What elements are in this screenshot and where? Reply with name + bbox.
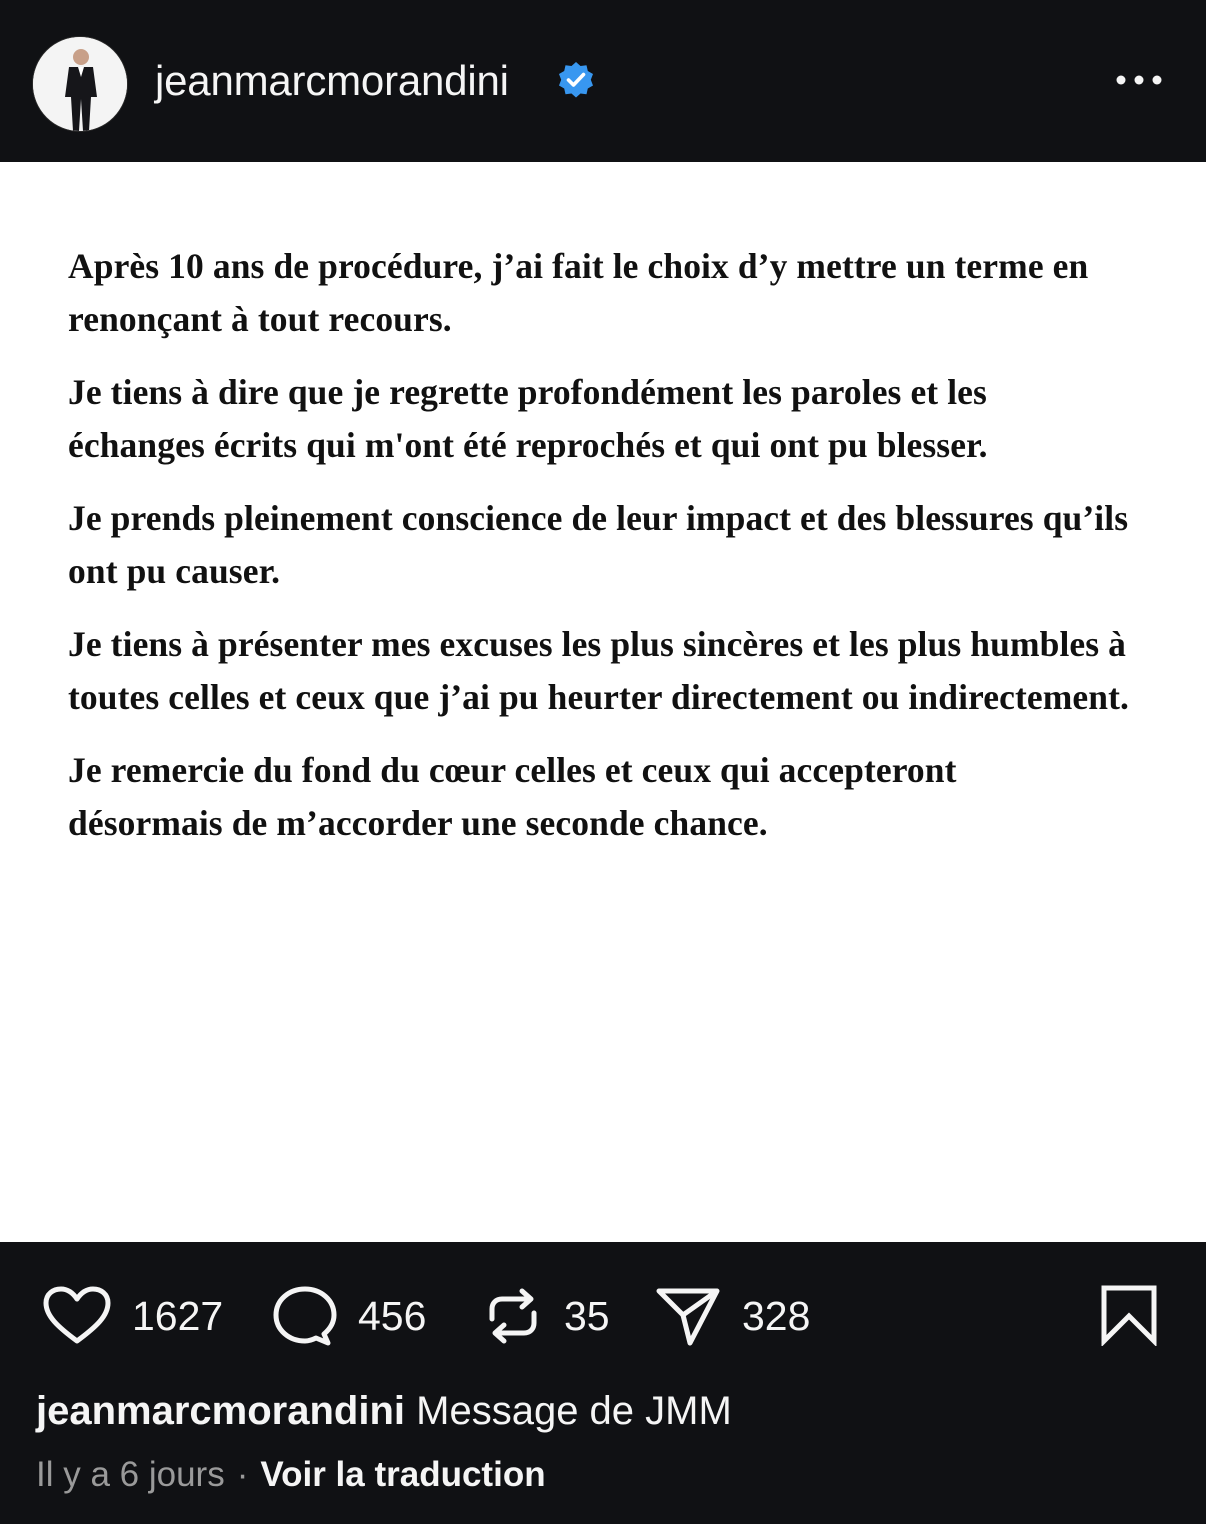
post-header — [0, 0, 1206, 162]
post-caption — [36, 1384, 732, 1438]
repost-icon — [482, 1285, 544, 1347]
save-button[interactable] — [1100, 1284, 1158, 1351]
post-timestamp: Il y a 6 jours — [36, 1455, 225, 1494]
like-count: 1627 — [132, 1293, 224, 1339]
caption-username[interactable]: jeanmarcmorandini — [36, 1389, 406, 1433]
paragraph-1: Après 10 ans de procédure, j’ai fait le choix d’y mettre un terme en renonçant à tout recours. — [68, 246, 1089, 339]
share-button[interactable] — [654, 1286, 810, 1346]
share-count: 328 — [742, 1293, 811, 1339]
header-username[interactable]: jeanmarcmorandini — [155, 57, 509, 104]
comment-count: 456 — [358, 1293, 427, 1339]
repost-count: 35 — [564, 1293, 610, 1339]
send-icon — [654, 1285, 722, 1347]
post-image[interactable] — [0, 162, 1206, 1242]
more-options-icon[interactable] — [1112, 60, 1166, 100]
comment-button[interactable] — [272, 1286, 426, 1346]
paragraph-2: Je tiens à dire que je regrette profondément les paroles et les échanges écrits qui m'ont été reprochés et qui ont pu blesser. — [68, 372, 988, 465]
comment-bubble-icon — [272, 1285, 338, 1347]
caption-text: Message de JMM — [416, 1389, 732, 1433]
avatar-icon — [33, 37, 128, 132]
paragraph-3: Je prends pleinement conscience de leur impact et des blessures qu’ils ont pu causer. — [68, 498, 1129, 591]
meta-separator: · — [236, 1455, 249, 1494]
see-translation-link[interactable]: Voir la traduction — [260, 1455, 546, 1494]
bookmark-icon — [1100, 1284, 1158, 1346]
paragraph-4: Je tiens à présenter mes excuses les plus sincères et les plus humbles à toutes celles et ceux que j’ai pu heurter directement ou indirectement. — [68, 624, 1130, 717]
post-meta — [36, 1450, 546, 1500]
avatar[interactable] — [32, 36, 128, 132]
heart-icon — [42, 1286, 112, 1346]
verified-badge-icon — [556, 60, 596, 100]
like-button[interactable] — [42, 1286, 223, 1346]
statement-document — [68, 240, 1188, 870]
repost-button[interactable] — [482, 1286, 610, 1346]
paragraph-5: Je remercie du fond du cœur celles et ceux qui accepteront désormais de m’accorder une seconde chance. — [68, 750, 957, 843]
